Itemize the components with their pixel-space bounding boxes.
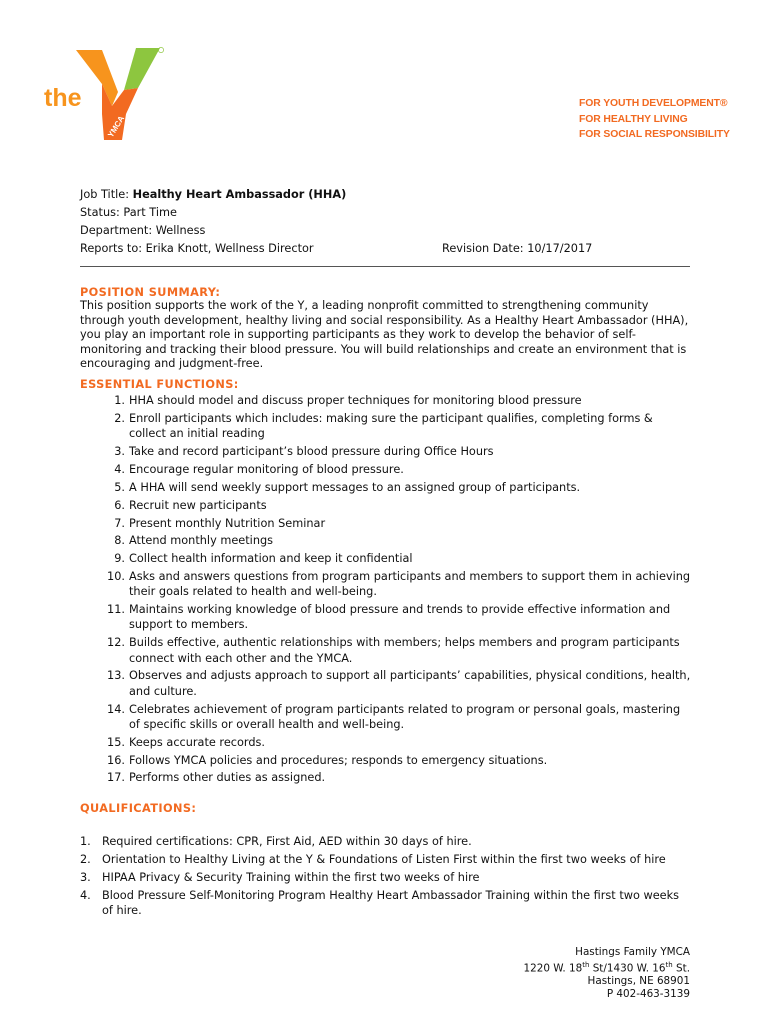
qualification-item (80, 852, 692, 867)
essential-function-item-text: Recruit new participants (129, 498, 267, 512)
essential-function-item (80, 569, 692, 599)
job-title-value: Healthy Heart Ambassador (HHA) (132, 188, 347, 201)
essential-function-item (80, 393, 692, 408)
summary-title: POSITION SUMMARY: (80, 286, 221, 299)
qualification-item-text: Orientation to Healthy Living at the Y & Foundations of Listen First within the first two weeks of hire (102, 852, 666, 866)
taglines (579, 96, 730, 143)
essential-function-item-text: Enroll participants which includes: making sure the participant qualifies, completing forms & collect an initial reading (129, 411, 653, 441)
document-body (80, 186, 692, 921)
tagline-youth: FOR YOUTH DEVELOPMENT® (579, 98, 728, 109)
essential-function-item (80, 635, 692, 665)
logo-y-left-arm (76, 50, 118, 106)
ymca-logo (42, 44, 172, 144)
qualification-item-number: 1. (80, 834, 91, 848)
footer-phone: P 402-463-3139 (606, 988, 690, 1001)
essential-function-item-text: Encourage regular monitoring of blood pressure. (129, 462, 404, 476)
essential-function-item (80, 770, 692, 785)
essential-function-item-number: 4. (114, 462, 125, 476)
department-line: Department: Wellness (80, 224, 206, 237)
essential-function-item-text: Collect health information and keep it confidential (129, 552, 413, 566)
essential-function-item-number: 1. (114, 393, 125, 407)
tagline-healthy: FOR HEALTHY LIVING (579, 113, 688, 125)
essential-function-item (80, 480, 692, 495)
essential-function-item-text: Celebrates achievement of program participants related to program or personal goals, mastering of specific skills or overall health and well-being. (129, 702, 681, 731)
reports-row (80, 240, 692, 258)
essential-function-item-text: Attend monthly meetings (129, 534, 274, 548)
logo-registered-mark (158, 47, 163, 52)
essential-function-item (80, 551, 692, 566)
essential-function-item-text: HHA should model and discuss proper techniques for monitoring blood pressure (129, 393, 582, 407)
essential-function-item-number: 3. (114, 444, 125, 458)
essential-function-item-number: 6. (114, 498, 125, 512)
logo-y-right-arm (124, 48, 160, 90)
essential-function-item (80, 462, 692, 477)
qualification-item-text: HIPAA Privacy & Security Training within the first two weeks of hire (102, 870, 480, 884)
essential-function-item-number: 12. (107, 636, 125, 650)
revision-date: Revision Date: 10/17/2017 (442, 242, 593, 255)
essential-function-item-number: 2. (114, 411, 125, 425)
qualification-item-number: 2. (80, 852, 91, 866)
qualification-item (80, 870, 692, 885)
essential-function-item-text: A HHA will send weekly support messages to an assigned group of participants. (129, 480, 581, 494)
reports-to: Reports to: Erika Knott, Wellness Director (80, 242, 314, 255)
essential-function-item-number: 10. (107, 570, 125, 584)
essential-function-item-number: 5. (114, 480, 125, 494)
job-title-label: Job Title: (80, 188, 133, 201)
qualification-item (80, 888, 692, 919)
tagline-social: FOR SOCIAL RESPONSIBILITY (579, 129, 730, 140)
qualification-item-number: 4. (80, 888, 91, 902)
qualification-item (80, 834, 692, 849)
qualification-item-number: 3. (80, 870, 91, 884)
essential-function-item-text: Keeps accurate records. (129, 735, 265, 749)
footer-city: Hastings, NE 68901 (587, 975, 690, 988)
essential-list (80, 393, 692, 786)
essential-function-item-number: 11. (107, 603, 125, 617)
qualifications (80, 802, 692, 919)
essential-function-item-number: 8. (114, 534, 125, 548)
footer-address (524, 946, 690, 1001)
essential-function-item-number: 15. (107, 735, 125, 749)
essential-function-item-number: 9. (114, 552, 125, 566)
essential-function-item (80, 498, 692, 513)
job-title-line (80, 186, 692, 204)
header-divider (80, 266, 690, 267)
essential-function-item-text: Performs other duties as assigned. (129, 771, 326, 785)
essential-function-item-number: 13. (107, 669, 125, 683)
essential-function-item (80, 533, 692, 548)
essential-function-item (80, 702, 692, 732)
essential-function-item-text: Take and record participant’s blood pressure during Office Hours (129, 444, 494, 458)
essential-title: ESSENTIAL FUNCTIONS: (80, 377, 239, 391)
essential-function-item-number: 7. (114, 516, 125, 530)
qualifications-title: QUALIFICATIONS: (80, 801, 197, 815)
essential-function-item-number: 16. (107, 753, 125, 767)
qualification-item-text: Required certifications: CPR, First Aid, AED within 30 days of hire. (102, 834, 472, 848)
essential-function-item-text: Maintains working knowledge of blood pressure and trends to provide effective information and support to members. (129, 603, 671, 632)
essential-function-item-text: Follows YMCA policies and procedures; responds to emergency situations. (129, 753, 548, 767)
essential-function-item (80, 516, 692, 531)
essential-function-item (80, 753, 692, 768)
essential-function-item (80, 444, 692, 459)
essential-function-item (80, 602, 692, 632)
qualification-item-text: Blood Pressure Self-Monitoring Program Healthy Heart Ambassador Training within the first two weeks of hire. (102, 888, 680, 918)
summary-text: This position supports the work of the Y, a leading nonprofit committed to strengthening community through youth development, healthy living and social responsibility. As a Healthy Heart Ambassador (HHA), you play an important role in supporting participants as they work to develop the behavior of self-monitoring and tracking their blood pressure. You will build relationships and create an environment that is encouraging and judgment-free. (80, 299, 689, 371)
essential-function-item-text: Builds effective, authentic relationships with members; helps members and program participants connect with each other and the YMCA. (129, 636, 680, 665)
essential-function-item-text: Asks and answers questions from program participants and members to support them in achieving their goals related to health and well-being. (129, 570, 691, 599)
essential-function-item-number: 17. (107, 771, 125, 785)
essential-function-item-text: Present monthly Nutrition Seminar (129, 516, 326, 530)
essential-functions (80, 378, 692, 786)
logo-ymca-text: YMCA (106, 114, 127, 140)
logo-word-the: the (44, 84, 82, 112)
footer-name: Hastings Family YMCA (575, 946, 690, 958)
essential-function-item-number: 14. (107, 702, 125, 716)
qualifications-list (80, 834, 692, 919)
essential-function-item (80, 668, 692, 698)
footer-street: 1220 W. 18th St/1430 W. 16th St. (523, 961, 690, 975)
status-line: Status: Part Time (80, 206, 177, 219)
position-summary (80, 286, 692, 372)
essential-function-item-text: Observes and adjusts approach to support all participants’ capabilities, physical conditions, health, and culture. (129, 669, 691, 698)
essential-function-item (80, 411, 692, 441)
essential-function-item (80, 735, 692, 750)
